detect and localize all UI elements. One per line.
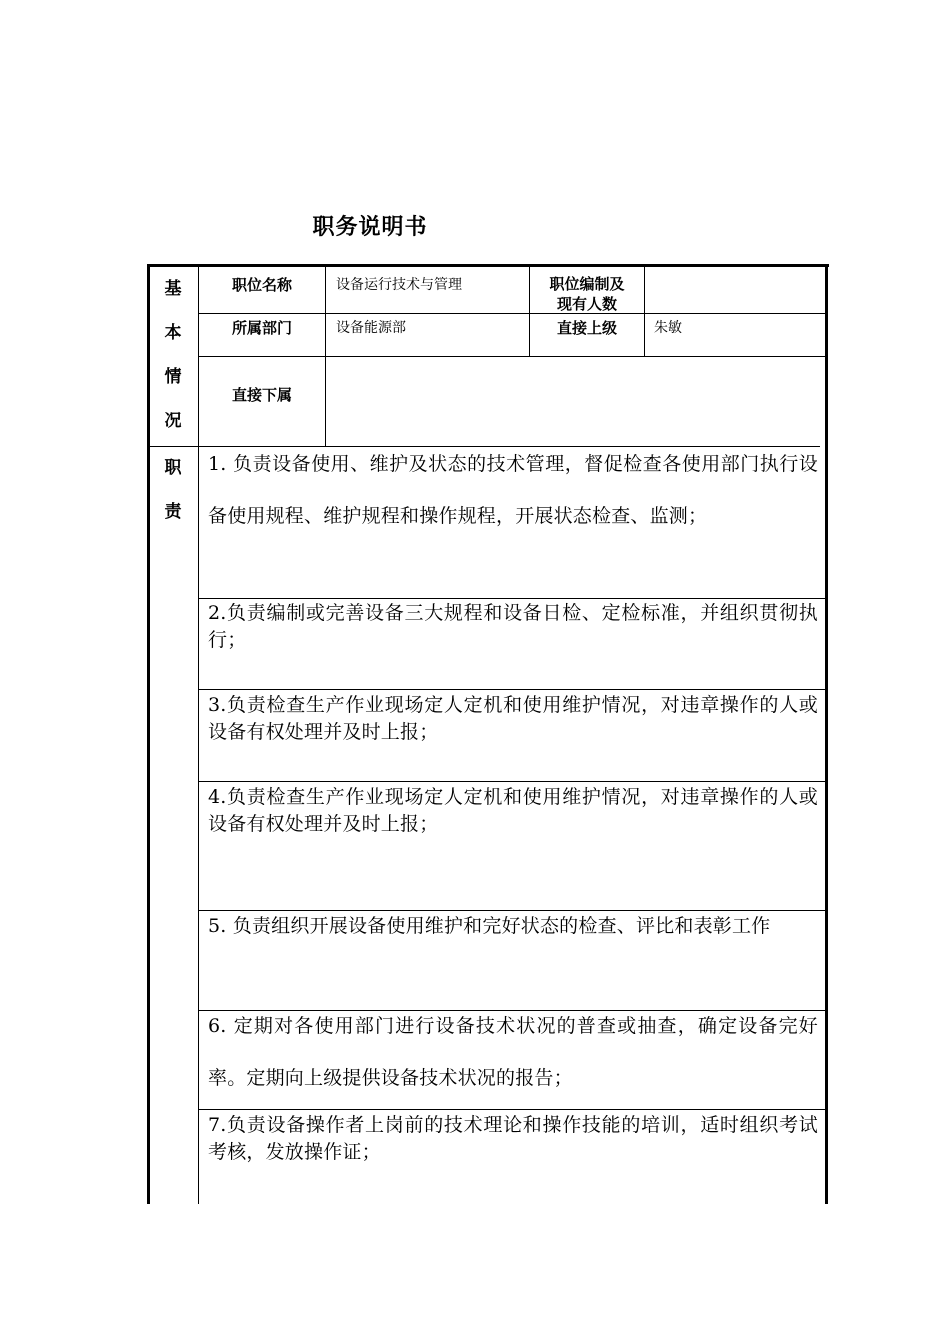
basic-section-char: 况 xyxy=(164,411,182,431)
grid-line xyxy=(644,266,645,356)
basic-section-char: 基 xyxy=(164,279,182,299)
duties-section-char: 责 xyxy=(164,502,182,522)
duty-item: 4.负责检查生产作业现场定人定机和使用维护情况，对违章操作的人或设备有权处理并及时上报； xyxy=(208,786,818,835)
table-border-top xyxy=(147,264,829,267)
grid-line xyxy=(198,1109,825,1110)
duty-item: 2.负责编制或完善设备三大规程和设备日检、定检标准，并组织贯彻执行； xyxy=(208,602,818,651)
grid-line xyxy=(198,598,825,599)
department-value: 设备能源部 xyxy=(336,320,406,336)
position-name-value: 设备运行技术与管理 xyxy=(336,277,462,293)
document-title: 职务说明书 xyxy=(312,215,428,240)
grid-line xyxy=(325,266,326,446)
duty-item: 1. 负责设备使用、维护及状态的技术管理，督促检查各使用部门执行设备使用规程、维护规程和操作规程，开展状态检查、监测； xyxy=(208,453,818,527)
headcount-label xyxy=(530,274,644,314)
grid-line xyxy=(198,356,825,357)
basic-section-char: 情 xyxy=(164,367,182,387)
supervisor-value: 朱敏 xyxy=(654,320,682,336)
duty-item: 7.负责设备操作者上岗前的技术理论和操作技能的培训，适时组织考试考核，发放操作证； xyxy=(208,1114,818,1163)
department-label: 所属部门 xyxy=(231,319,292,337)
section-column-divider xyxy=(198,266,199,1204)
headcount-label-line1: 职位编制及 xyxy=(549,275,625,293)
grid-line xyxy=(198,313,825,314)
supervisor-label: 直接上级 xyxy=(556,319,617,337)
duty-item: 3.负责检查生产作业现场定人定机和使用维护情况，对违章操作的人或设备有权处理并及时上报； xyxy=(208,694,818,743)
grid-line xyxy=(198,689,825,690)
subordinate-label: 直接下属 xyxy=(231,386,292,404)
duty-item: 6. 定期对各使用部门进行设备技术状况的普查或抽查，确定设备完好率。定期向上级提供设备技术状况的报告； xyxy=(208,1015,818,1089)
grid-line xyxy=(198,781,825,782)
table-border-right xyxy=(825,264,828,1204)
duty-item: 5. 负责组织开展设备使用维护和完好状态的检查、评比和表彰工作 xyxy=(208,915,771,937)
duties-section-char: 职 xyxy=(164,458,182,478)
headcount-label-line2: 现有人数 xyxy=(556,295,617,313)
position-name-label: 职位名称 xyxy=(231,276,292,294)
basic-section-char: 本 xyxy=(164,323,182,343)
table-border-left xyxy=(147,264,150,1204)
